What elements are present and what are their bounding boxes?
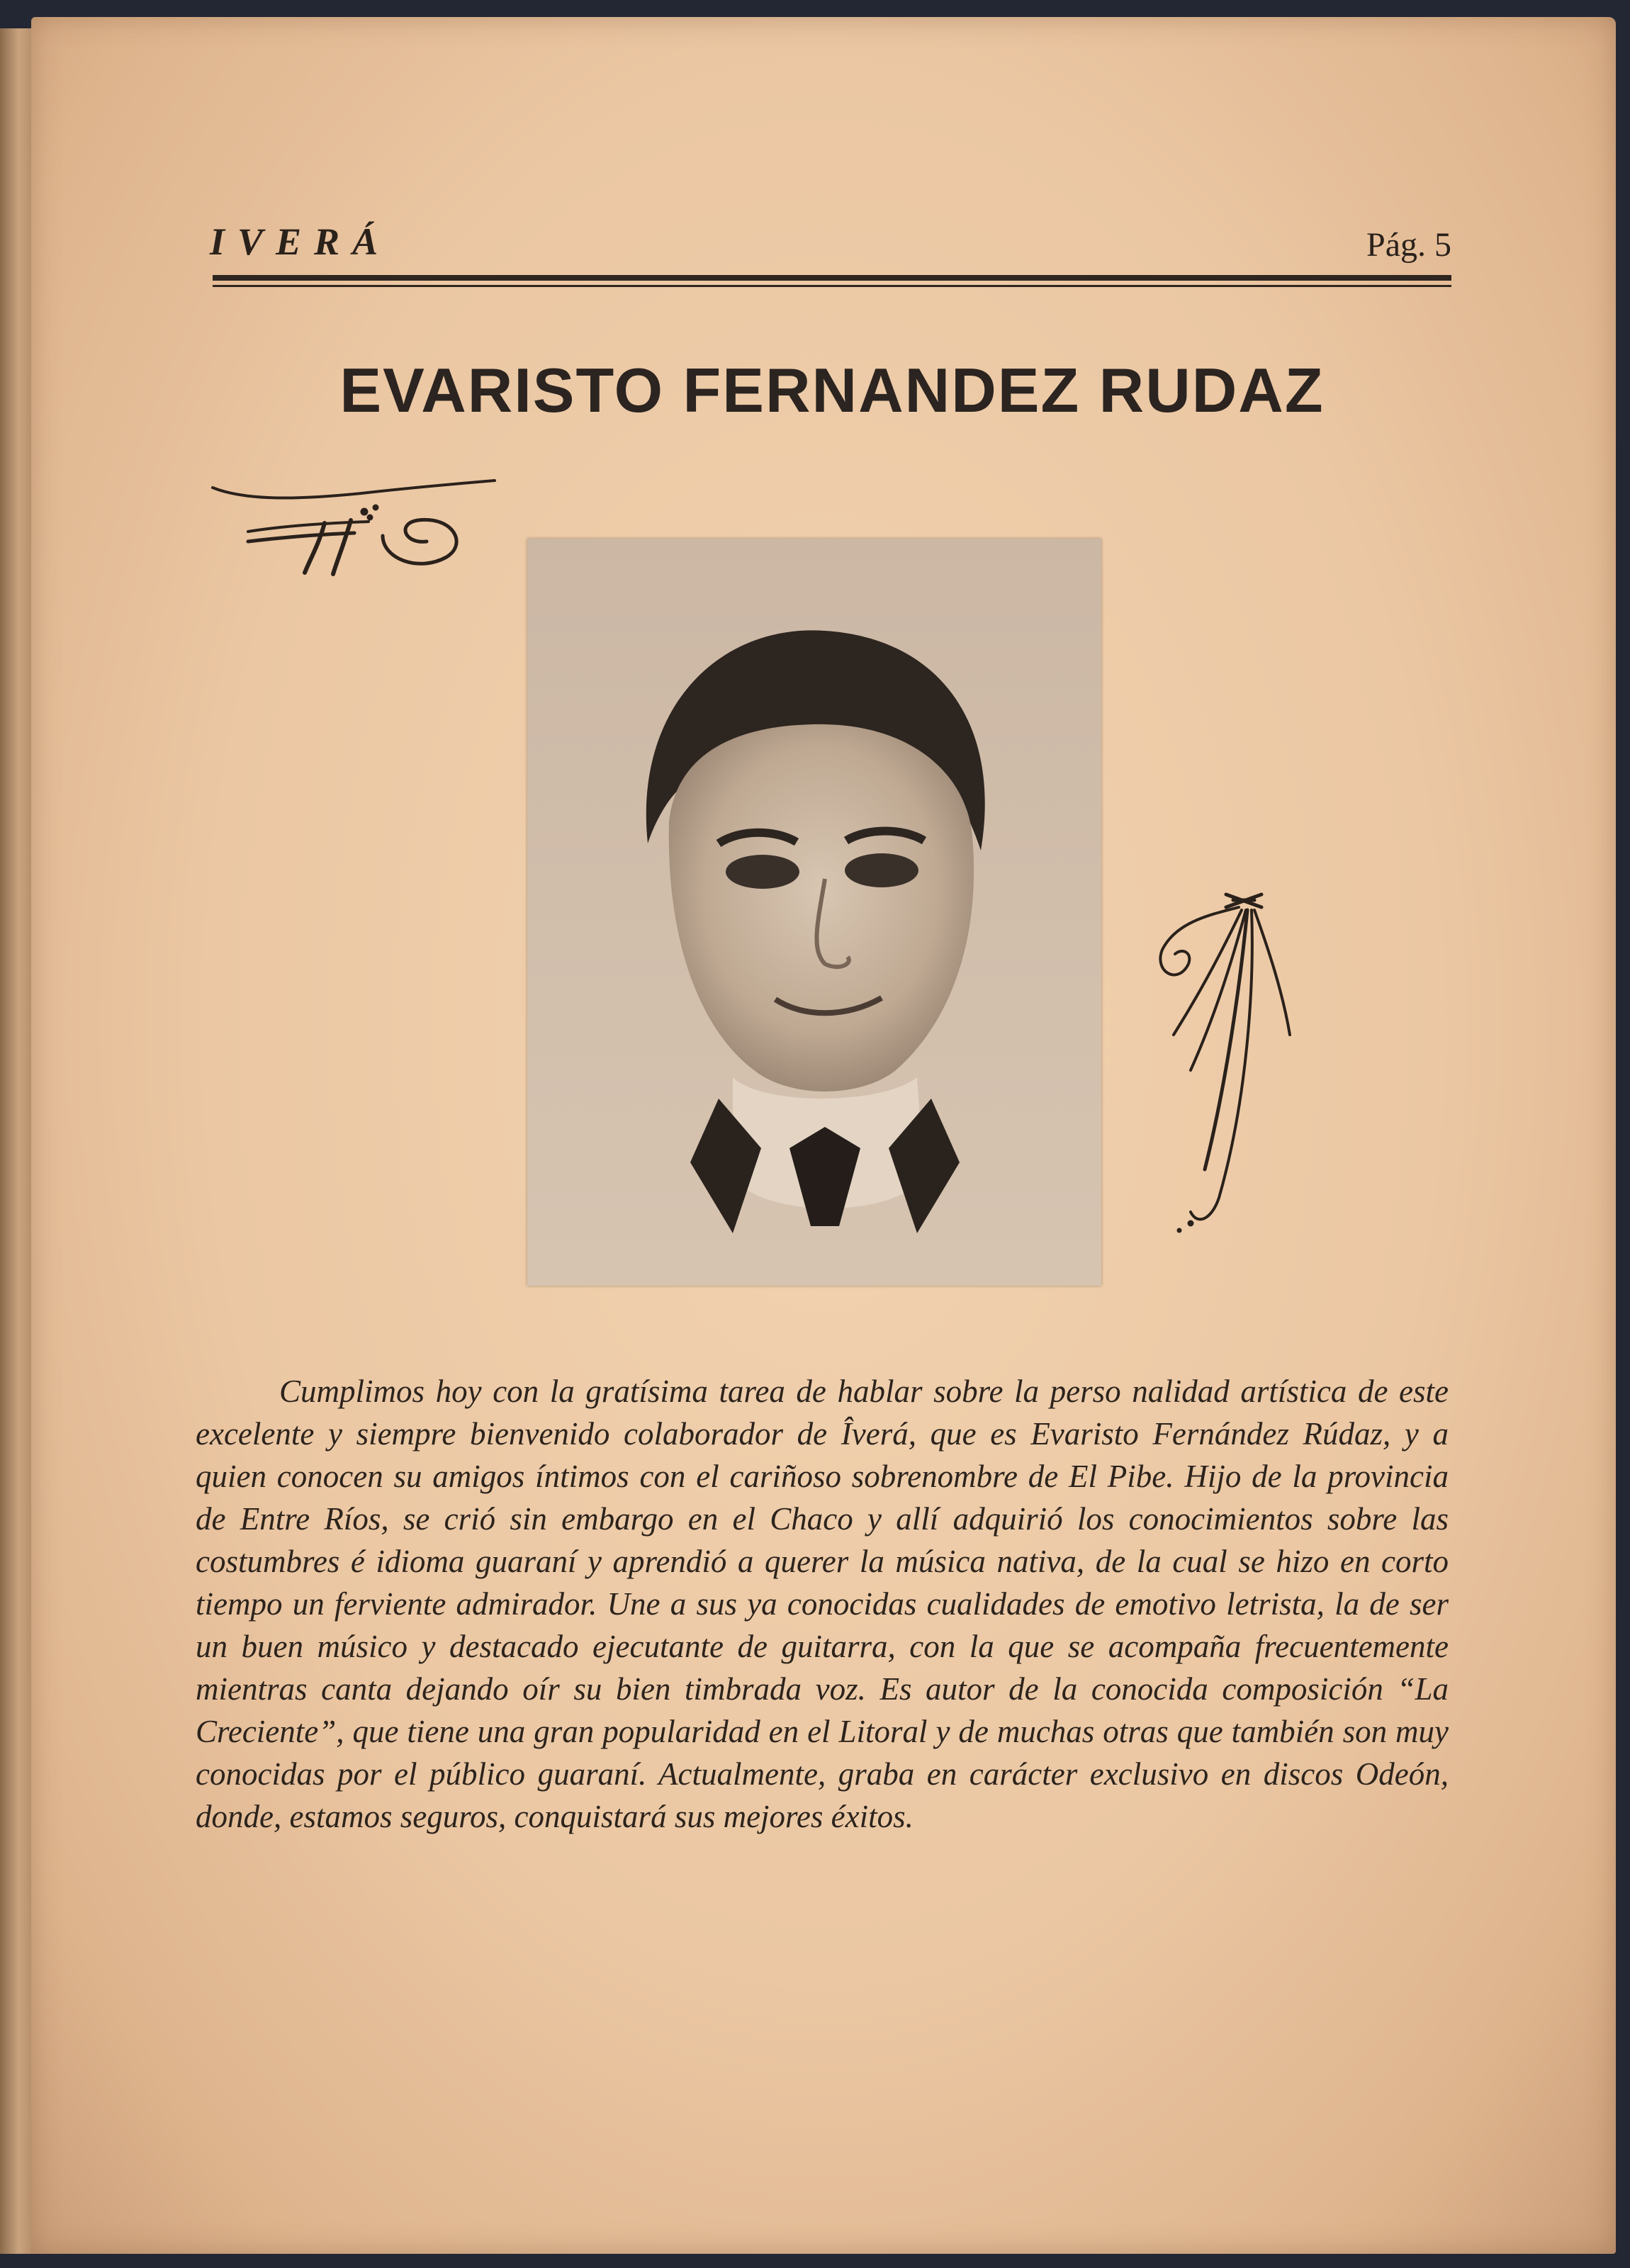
running-header	[210, 213, 1451, 262]
article-body: Cumplimos hoy con la gratísima tarea de hablar sobre la perso nalidad artística de este excelente y siempre bienvenido colaborador de Îverá, que es Evaristo Fernández Rúdaz, y a quien conocen su amigos íntimos con el cariñoso sobrenombre de El Pibe. Hijo de la provincia de Entre Ríos, se crió sin embargo en el Chaco y allí adquirió los conocimientos sobre las costumbres é idioma guaraní y aprendió a querer la música nativa, de la cual se hizo en corto tiempo un ferviente admirador. Une a sus ya conocidas cualidades de emotivo letrista, la de ser un buen músico y destacado ejecutante de guitarra, con la que se acompaña frecuentemente mientras canta dejando oír su bien timbrada voz. Es autor de la conocida composición “La Creciente”, que tiene una gran popularidad en el Litoral y de muchas otras que también son muy conocidas por el público guaraní. Actualmente, graba en carácter exclusivo en discos Odeón, donde, estamos seguros, conquistará sus mejores éxitos.	[196, 1374, 1449, 1834]
header-rule-thick	[213, 275, 1451, 281]
magazine-name: IVERÁ	[210, 220, 391, 263]
calligraphic-flourish-ornament	[206, 473, 503, 587]
page-number: Pág. 5	[1366, 226, 1451, 264]
previous-page-edge	[0, 28, 34, 2254]
article-title: EVARISTO FERNANDEZ RUDAZ	[339, 355, 1325, 425]
portrait-photograph	[527, 539, 1101, 1286]
header-rule-thin	[213, 285, 1451, 287]
ribbon-ornament	[1148, 886, 1311, 1254]
